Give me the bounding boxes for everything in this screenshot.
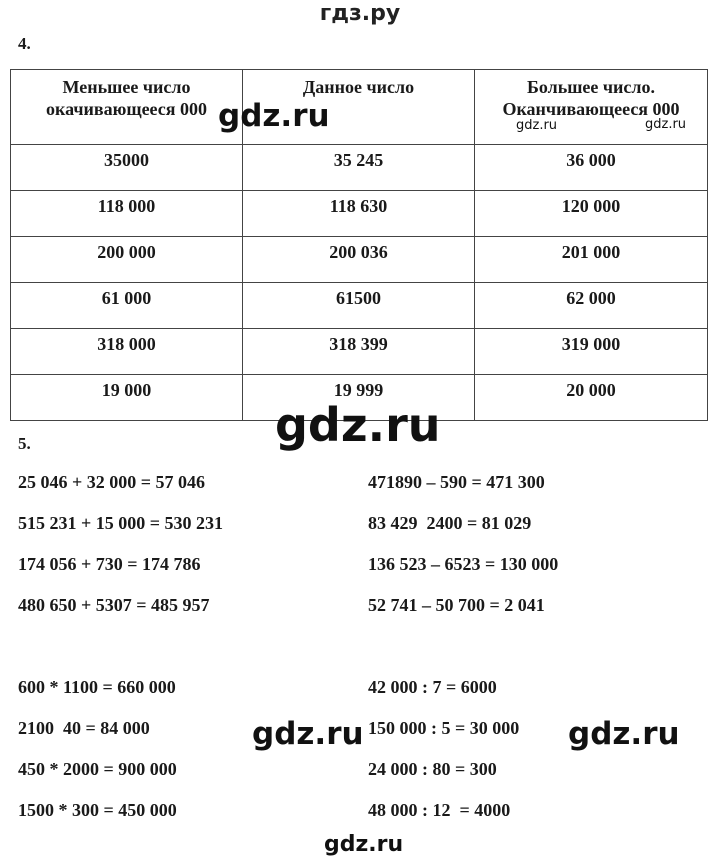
equation: 52 741 – 50 700 = 2 041 xyxy=(368,595,545,615)
table-cell: 200 036 xyxy=(243,237,475,283)
column-header-larger: Большее число. Оканчивающееся 000 xyxy=(475,70,708,145)
table-cell: 61500 xyxy=(243,283,475,329)
column-header-given: Данное число xyxy=(243,70,475,145)
table-cell: 62 000 xyxy=(475,283,708,329)
table-cell: 19 000 xyxy=(11,375,243,421)
equation: 600 * 1100 = 660 000 xyxy=(18,677,176,697)
table-cell: 61 000 xyxy=(11,283,243,329)
table-cell: 36 000 xyxy=(475,145,708,191)
table-cell: 200 000 xyxy=(11,237,243,283)
task-5-number: 5. xyxy=(18,434,31,453)
watermark: gdz.ru xyxy=(275,398,441,452)
table-cell: 35 245 xyxy=(243,145,475,191)
watermark: gdz.ru xyxy=(324,832,404,857)
table-cell: 20 000 xyxy=(475,375,708,421)
equation: 450 * 2000 = 900 000 xyxy=(18,759,177,779)
equation: 1500 * 300 = 450 000 xyxy=(18,800,177,820)
table-cell: 318 000 xyxy=(11,329,243,375)
table-row xyxy=(11,237,708,283)
table-row xyxy=(11,283,708,329)
table-row xyxy=(11,191,708,237)
watermark: gdz.ru xyxy=(568,716,680,752)
equation: 174 056 + 730 = 174 786 xyxy=(18,554,201,574)
table-row xyxy=(11,329,708,375)
column-header-smaller: Меньшее число окачивающееся 000 xyxy=(11,70,243,145)
equation: 150 000 : 5 = 30 000 xyxy=(368,718,520,738)
site-header: гдз.ру xyxy=(319,1,401,26)
table-cell: 318 399 xyxy=(243,329,475,375)
equation: 24 000 : 80 = 300 xyxy=(368,759,497,779)
equation: 2100 40 = 84 000 xyxy=(18,718,150,738)
numbers-table xyxy=(10,69,708,421)
table-cell: 19 999 xyxy=(243,375,475,421)
table-header-row xyxy=(11,70,708,145)
equation: 42 000 : 7 = 6000 xyxy=(368,677,497,697)
equation: 25 046 + 32 000 = 57 046 xyxy=(18,472,206,492)
table-cell: 120 000 xyxy=(475,191,708,237)
watermark: gdz.ru xyxy=(252,716,364,752)
table-cell: 118 000 xyxy=(11,191,243,237)
equation: 83 429 2400 = 81 029 xyxy=(368,513,532,533)
watermark: gdz.ru xyxy=(645,117,687,132)
equation: 48 000 : 12 = 4000 xyxy=(368,800,511,820)
equation: 480 650 + 5307 = 485 957 xyxy=(18,595,210,615)
table-row xyxy=(11,145,708,191)
table-cell: 35000 xyxy=(11,145,243,191)
watermark: gdz.ru xyxy=(218,98,330,134)
table-cell: 118 630 xyxy=(243,191,475,237)
task-4-number: 4. xyxy=(18,34,31,53)
equation: 136 523 – 6523 = 130 000 xyxy=(368,554,559,574)
equation: 515 231 + 15 000 = 530 231 xyxy=(18,513,224,533)
equation: 471890 – 590 = 471 300 xyxy=(368,472,545,492)
table-cell: 319 000 xyxy=(475,329,708,375)
table-cell: 201 000 xyxy=(475,237,708,283)
watermark: gdz.ru xyxy=(516,118,558,133)
